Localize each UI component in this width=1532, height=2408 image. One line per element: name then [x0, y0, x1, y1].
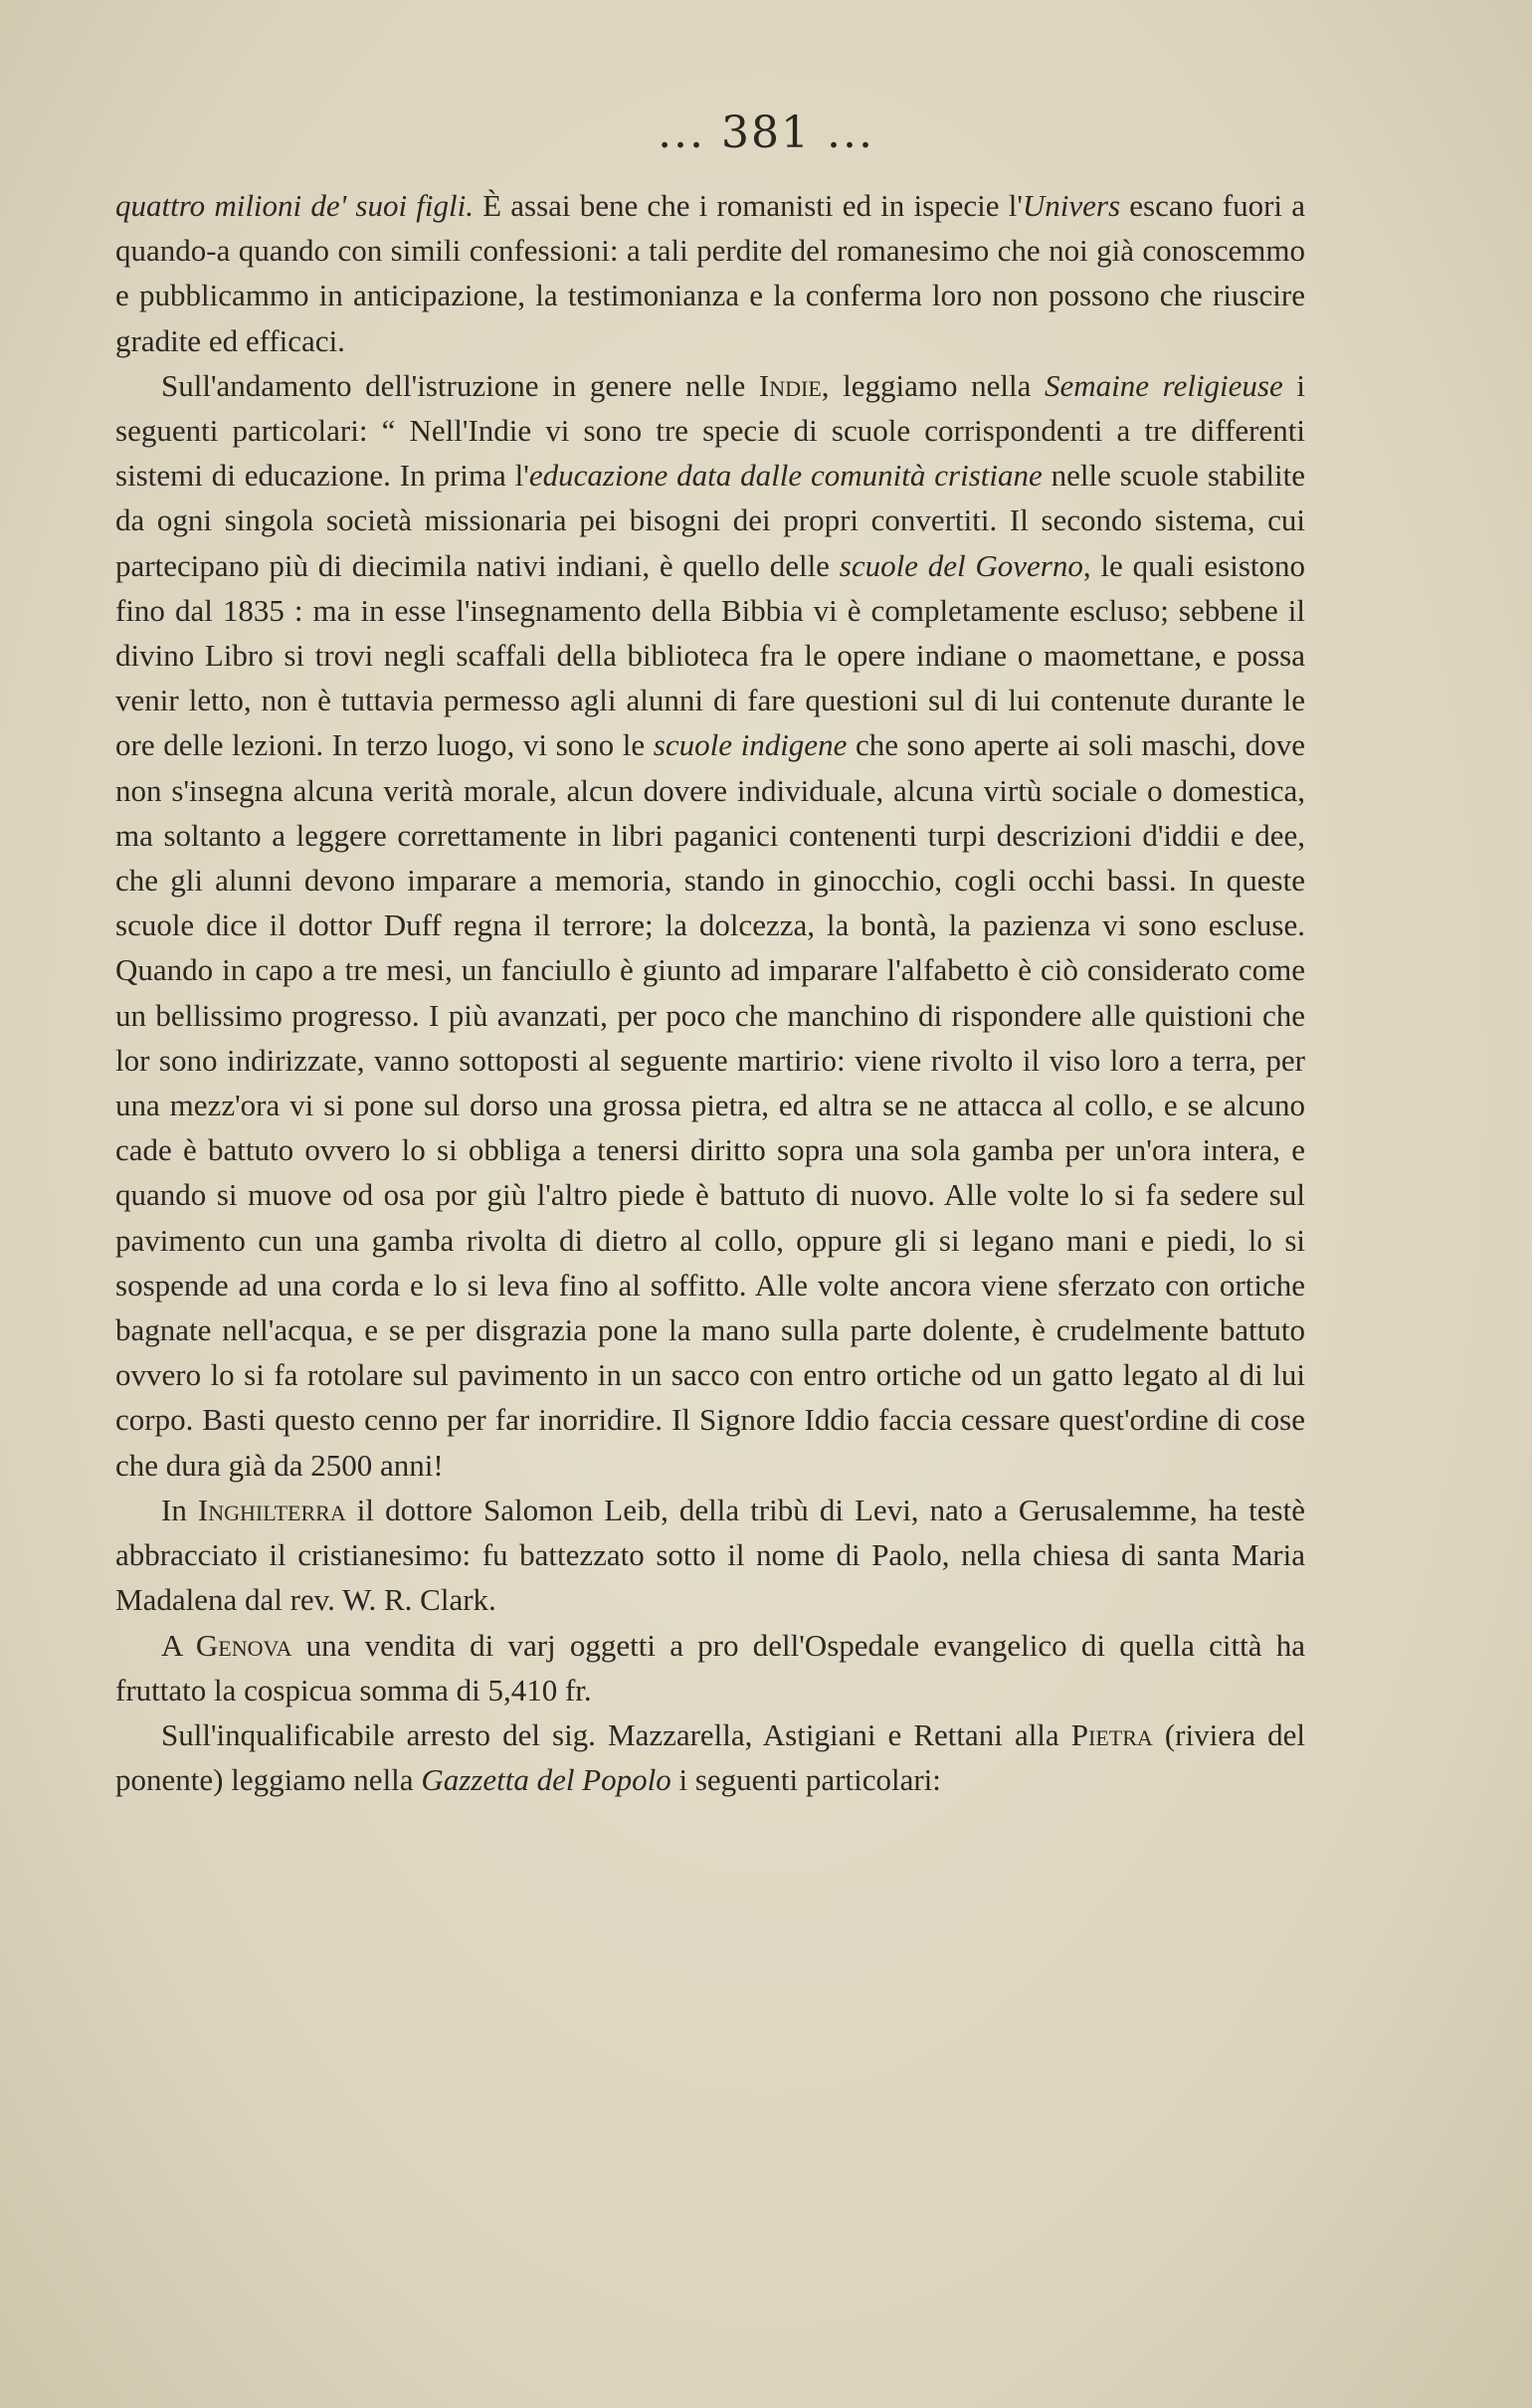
text-span: una vendita di varj oggetti a pro dell'Ospedale evangelico di quella città ha fruttato la cospicua somma di 5,410 fr.	[115, 1627, 1305, 1707]
text-span: Sull'inqualificabile arresto del sig. Mazzarella, Astigiani e Rettani alla	[161, 1716, 1071, 1752]
text-span: nelle scuole stabilite da ogni singola società missionaria pei bisogni dei propri convertiti. Il secondo sistema, cui partecipano più di diecimila nativi indiani, è quello delle	[115, 458, 1305, 583]
italic-text: quattro milioni de' suoi figli.	[115, 188, 474, 223]
small-caps-text: Pietra	[1070, 1716, 1153, 1752]
italic-text: scuole indigene	[653, 727, 848, 763]
page-body-text	[115, 183, 1305, 1802]
italic-text: Gazzetta del Popolo	[421, 1762, 671, 1798]
italic-text: scuole del Governo	[839, 547, 1083, 583]
italic-text: Univers	[1022, 188, 1121, 223]
text-span: i seguenti particolari:	[670, 1762, 941, 1798]
italic-text: educazione data dalle comunità cristiane	[528, 458, 1043, 494]
body-paragraph	[115, 363, 1305, 1488]
text-span: che sono aperte ai soli maschi, dove non s'insegna alcuna verità morale, alcun dovere individuale, alcuna virtù sociale o domestica, ma soltanto a leggere correttamente in libri paganici contenenti turpi descrizioni d'iddii e dee, che gli alunni devono imparare a memoria, stando in ginocchio, cogli occhi bassi. In queste scuole dice il dottor Duff regna il terrore; la dolcezza, la bontà, la pazienza vi sono escluse. Quando in capo a tre mesi, un fanciullo è giunto ad imparare l'alfabetto è ciò considerato come un bellissimo progresso. I più avanzati, per poco che manchino di rispondere alle quistioni che lor sono indirizzate, vanno sottoposti al seguente martirio: viene rivolto il viso loro a terra, per una mezz'ora vi si pone sul dorso una grossa pietra, ed altra se ne attacca al collo, e se alcuno cade è battuto ovvero lo si obbliga a tenersi diritto sopra una sola gamba per un'ora intera, e quando si muove od osa por giù l'altro piede è battuto di nuovo. Alle volte lo si fa sedere sul pavimento cun una gamba rivolta di dietro al collo, oppure gli si legano mani e piedi, lo si sospende ad una corda e lo si leva fino al soffitto. Alle volte ancora viene sferzato con ortiche bagnate nell'acqua, e se per disgrazia pone la mano sulla parte dolente, è crudelmente battuto ovvero lo si fa rotolare sul pavimento in un sacco con entro ortiche od un gatto legato al di lui corpo. Basti questo cenno per far inorridire. Il Signore Iddio faccia cessare quest'ordine di cose che dura già da 2500 anni!	[115, 727, 1306, 1483]
text-span: In	[161, 1492, 198, 1527]
body-paragraph	[115, 1712, 1305, 1802]
body-paragraph	[115, 183, 1305, 363]
small-caps-text: Indie	[758, 367, 822, 403]
text-span: A	[161, 1627, 196, 1663]
italic-text: Semaine religieuse	[1045, 367, 1283, 403]
text-span: È assai bene che i romanisti ed in ispecie l'	[473, 188, 1023, 223]
text-span: i seguenti particolari: “ Nell'Indie vi sono tre specie di scuole corrispondenti a tre differenti sistemi di educazione. In prima l'	[115, 367, 1305, 494]
small-caps-text: Inghilterra	[197, 1492, 346, 1527]
text-span: escano fuori a quando-a quando con simili confessioni: a tali perdite del romanesimo che noi già conoscemmo e pubblicammo in anticipazione, la testimonianza e la conferma loro non possono che riuscire gradite ed efficaci.	[115, 188, 1305, 358]
text-span: , le quali esistono fino dal 1835 : ma in esse l'insegnamento della Bibbia vi è completamente escluso; sebbene il divino Libro si trovi negli scaffali della biblioteca fra le opere indiane o maomettane, e possa venir letto, non è tuttavia permesso agli alunni di fare questioni sul di lui contenute durante le ore delle lezioni. In terzo luogo, vi sono le	[115, 547, 1305, 763]
body-paragraph	[115, 1488, 1305, 1623]
body-paragraph	[115, 1623, 1305, 1712]
text-span: il dottore Salomon Leib, della tribù di Levi, nato a Gerusalemme, ha testè abbracciato il cristianesimo: fu battezzato sotto il nome di Paolo, nella chiesa di santa Maria Madalena dal rev. W. R. Clark.	[115, 1492, 1305, 1618]
text-span: Sull'andamento dell'istruzione in genere nelle	[161, 367, 759, 403]
page-number: ... 381 ...	[658, 107, 874, 158]
text-span: (riviera del ponente) leggiamo nella	[115, 1716, 1305, 1798]
text-span: , leggiamo nella	[821, 367, 1046, 403]
small-caps-text: Genova	[195, 1627, 292, 1663]
